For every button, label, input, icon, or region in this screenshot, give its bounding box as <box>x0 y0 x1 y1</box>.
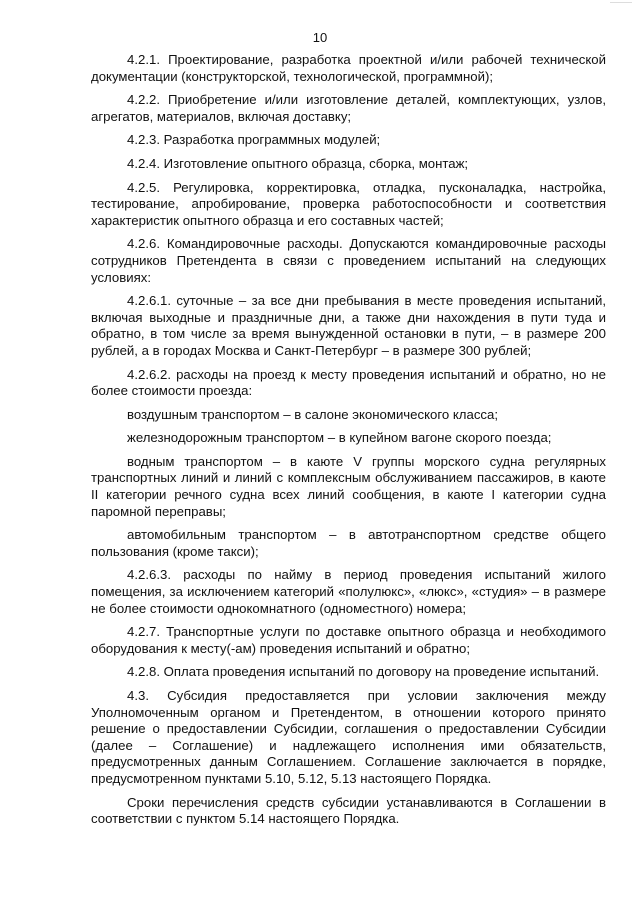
paragraph-4-2-5: 4.2.5. Регулировка, корректировка, отладка, пусконаладка, настройка, тестирование, апробирование, проверка работоспособности и соответствия характеристик опытного образца и его составных частей; <box>91 179 606 228</box>
paragraph-4-2-1: 4.2.1. Проектирование, разработка проектной и/или рабочей технической документации (конструкторской, технологической, программной); <box>91 52 606 84</box>
paragraph-4-2-6-2: 4.2.6.2. расходы на проезд к месту проведения испытаний и обратно, но не более стоимости проезда: <box>91 366 606 399</box>
paragraph-4-2-6-3: 4.2.6.3. расходы по найму в период проведения испытаний жилого помещения, за исключением категорий «полулюкс», «люкс», «студия» – в размере не более стоимости однокомнатного (одноместного) номера; <box>91 567 606 616</box>
paragraph-4-2-6: 4.2.6. Командировочные расходы. Допускаются командировочные расходы сотрудников Претендента в связи с проведением испытаний на следующих условиях: <box>91 236 606 285</box>
paragraph-water-transport: водным транспортом – в каюте V группы морского судна регулярных транспортных линий и линий с комплексным обслуживанием пассажиров, в каюте II категории речного судна всех линий сообщения, в каюте I категории судна паромной переправы; <box>91 453 606 519</box>
page-number: 10 <box>312 30 328 45</box>
paragraph-air-transport: воздушным транспортом – в салоне экономического класса; <box>127 406 499 422</box>
paragraph-4-2-6-1: 4.2.6.1. суточные – за все дни пребывания в месте проведения испытаний, включая выходные и праздничные дни, а также дни нахождения в пути туда и обратно, в том числе за время вынужденной остановки в пути, – в размере 200 рублей, а в городах Москва и Санкт-Петербург – в размере 300 рублей; <box>91 293 606 358</box>
paragraph-rail-transport: железнодорожным транспортом – в купейном вагоне скорого поезда; <box>127 430 552 446</box>
paragraph-4-2-8: 4.2.8. Оплата проведения испытаний по договору на проведение испытаний. <box>127 664 600 680</box>
paragraph-4-2-2: 4.2.2. Приобретение и/или изготовление деталей, комплектующих, узлов, агрегатов, материалов, включая доставку; <box>91 92 606 124</box>
paragraph-4-2-7: 4.2.7. Транспортные услуги по доставке опытного образца и необходимого оборудования к месту(-ам) проведения испытаний и обратно; <box>91 624 606 656</box>
paragraph-subsidy-terms: Сроки перечисления средств субсидии устанавливаются в Соглашении в соответствии с пунктом 5.14 настоящего Порядка. <box>91 794 606 827</box>
paragraph-4-3: 4.3. Субсидия предоставляется при условии заключения между Уполномоченным органом и Претендентом, в отношении которого принято решение о предоставлении Субсидии, соглашения о предоставлении Субсидии (далее – Соглашение) и надлежащего исполнения ими обязательств, предусмотренных данным Соглашением. Соглашение заключается в порядке, предусмотренном пунктами 5.10, 5.12, 5.13 настоящего Порядка. <box>91 688 606 786</box>
scan-corner-mark <box>610 2 632 7</box>
document-body <box>91 52 606 835</box>
paragraph-4-2-4: 4.2.4. Изготовление опытного образца, сборка, монтаж; <box>127 155 469 171</box>
paragraph-road-transport: автомобильным транспортом – в автотранспортном средстве общего пользования (кроме такси); <box>91 527 606 559</box>
paragraph-4-2-3: 4.2.3. Разработка программных модулей; <box>127 132 381 148</box>
